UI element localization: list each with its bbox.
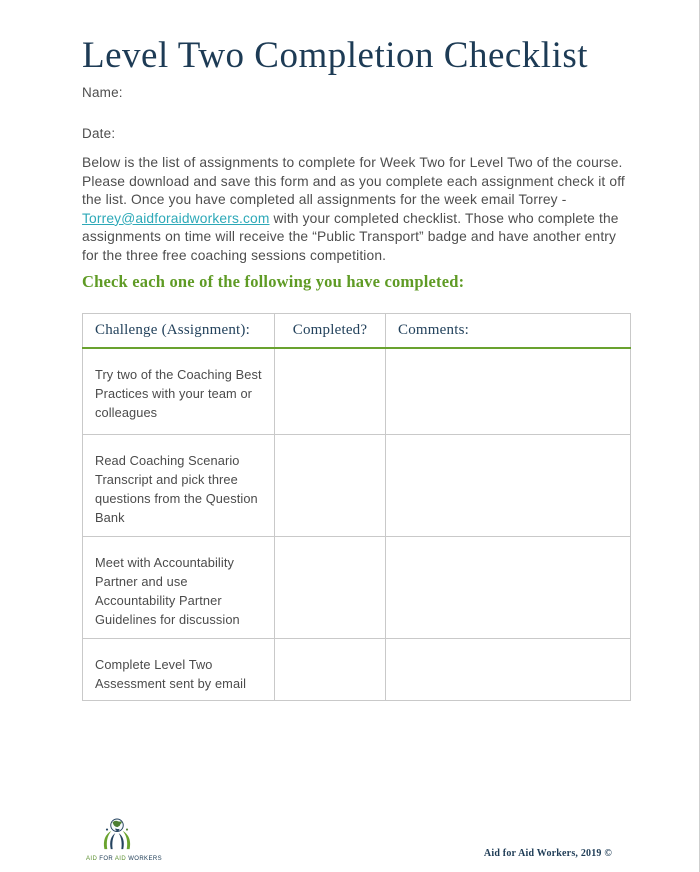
comments-cell[interactable]	[386, 536, 631, 638]
intro-paragraph	[82, 154, 627, 266]
intro-text-before: Below is the list of assignments to complete for Week Two for Level Two of the course. Please download and save this form and as you complete each assignment check it off the list. Once you have completed all assignments for the week email Torrey -	[82, 155, 625, 208]
table-row	[83, 348, 631, 434]
logo-caption: AID FOR AID WORKERS	[86, 856, 162, 862]
challenge-cell: Complete Level Two Assessment sent by email	[83, 638, 275, 700]
col-header-challenge: Challenge (Assignment):	[83, 313, 275, 348]
name-label: Name:	[82, 85, 123, 100]
col-header-completed: Completed?	[275, 313, 386, 348]
table-row	[83, 638, 631, 700]
comments-cell[interactable]	[386, 348, 631, 434]
challenge-cell: Read Coaching Scenario Transcript and pick three questions from the Question Bank	[83, 434, 275, 536]
aid-for-aid-workers-logo	[86, 817, 162, 862]
comments-cell[interactable]	[386, 638, 631, 700]
completed-cell[interactable]	[275, 536, 386, 638]
date-label: Date:	[82, 126, 116, 141]
completed-cell[interactable]	[275, 638, 386, 700]
table-row	[83, 434, 631, 536]
header-row	[83, 313, 631, 348]
checklist-table	[82, 313, 631, 701]
intro-text-after: with your completed checklist. Those who complete the assignments on time will receive the “Public Transport” badge and have another entry for the three free coaching sessions competition.	[82, 210, 619, 263]
copyright-text: Aid for Aid Workers, 2019 ©	[483, 848, 612, 859]
completed-cell[interactable]	[275, 348, 386, 434]
section-heading: Check each one of the following you have completed:	[82, 271, 465, 291]
table-row	[83, 536, 631, 638]
globe-with-figures-icon	[94, 837, 140, 854]
col-header-comments: Comments:	[386, 313, 631, 348]
completed-cell[interactable]	[275, 434, 386, 536]
email-link[interactable]: Torrey@aidforaidworkers.com	[82, 210, 270, 226]
challenge-cell: Try two of the Coaching Best Practices with your team or colleagues	[83, 348, 275, 434]
comments-cell[interactable]	[386, 434, 631, 536]
page-title: Level Two Completion Checklist	[82, 35, 589, 76]
challenge-cell: Meet with Accountability Partner and use Accountability Partner Guidelines for discussion	[83, 536, 275, 638]
